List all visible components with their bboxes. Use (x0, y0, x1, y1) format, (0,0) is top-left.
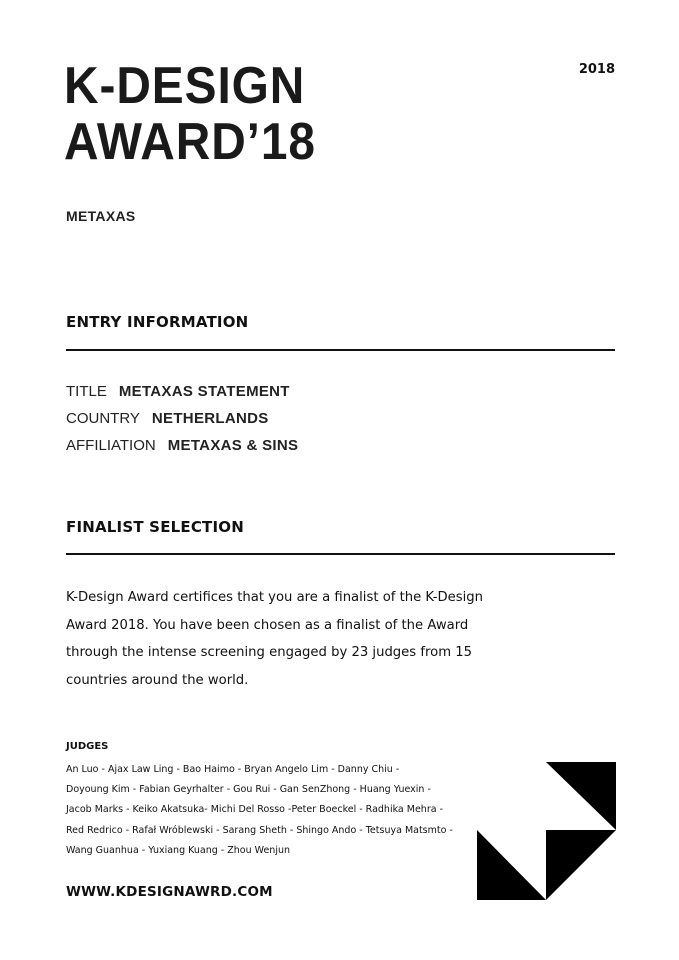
entry-information-heading: ENTRY INFORMATION (66, 313, 249, 331)
logo-triangle-top (546, 762, 616, 830)
award-title-line2: AWARD’18 (64, 113, 316, 171)
divider (66, 349, 615, 351)
finalist-paragraph (66, 584, 486, 694)
paragraph-line: Award 2018. You have been chosen as a finalist of the Award (66, 617, 469, 633)
paragraph-line: through the intense screening engaged by 23 judges from 15 (66, 645, 473, 660)
k-design-logo-icon (475, 760, 617, 900)
finalist-selection-heading: FINALIST SELECTION (66, 518, 244, 536)
judges-line: An Luo - Ajax Law Ling - Bao Haimo - Bryan Angelo Lim - Danny Chiu - (66, 764, 400, 775)
year-label: 2018 (578, 62, 615, 77)
judges-line: Red Redrico - Rafał Wróblewski - Sarang Sheth - Shingo Ando - Tetsuya Matsmto - (66, 824, 453, 836)
paragraph-line: countries around the world. (66, 672, 249, 688)
website-link[interactable]: WWW.KDESIGNAWRD.COM (66, 884, 273, 900)
award-title-line1: K-DESIGN (64, 57, 306, 115)
paragraph-line: K-Design Award certifices that you are a finalist of the K-Design (66, 590, 483, 605)
logo-triangle-right (546, 830, 616, 900)
judges-list (66, 760, 466, 861)
info-value: METAXAS STATEMENT (118, 383, 290, 400)
info-row-affiliation (66, 437, 298, 454)
info-label: COUNTRY (66, 410, 140, 427)
info-label: AFFILIATION (66, 437, 156, 454)
judges-heading: JUDGES (66, 741, 109, 752)
judges-line: Wang Guanhua - Yuxiang Kuang - Zhou Wenjun (66, 844, 291, 856)
judges-line: Jacob Marks - Keiko Akatsuka- Michi Del Rosso -Peter Boeckel - Radhika Mehra - (66, 804, 444, 816)
info-row-country (66, 410, 269, 427)
info-value: NETHERLANDS (151, 410, 269, 427)
divider (66, 553, 615, 555)
info-value: METAXAS & SINS (167, 437, 299, 454)
judges-line: Doyoung Kim - Fabian Geyrhalter - Gou Rui - Gan SenZhong - Huang Yuexin - (66, 784, 431, 796)
award-title (64, 58, 316, 170)
info-label: TITLE (66, 383, 107, 400)
entrant-name: METAXAS (66, 208, 136, 224)
info-row-title (66, 383, 290, 400)
logo-triangle-left (477, 830, 546, 900)
